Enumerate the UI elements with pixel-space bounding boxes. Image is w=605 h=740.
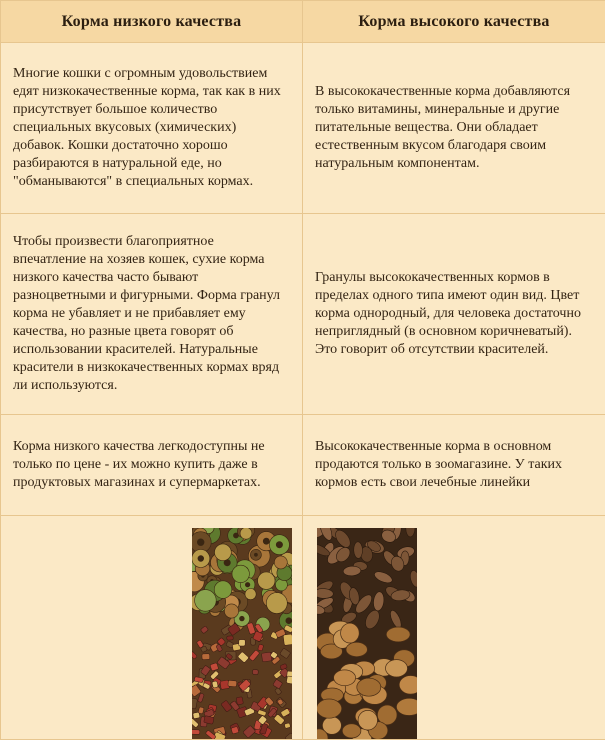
- kibble-piece: [334, 670, 356, 686]
- cell-high-image: [303, 516, 605, 740]
- kibble-piece: [227, 636, 234, 640]
- colorful-kibble-photo: [192, 528, 292, 739]
- kibble-piece: [283, 634, 292, 645]
- cell-high-availability: Высококачественные корма в основном продаются только в зоомагазине. У таких кормов есть свои лечебные линейки: [303, 415, 605, 516]
- kibble-piece: [239, 640, 246, 647]
- kibble-piece: [195, 590, 217, 612]
- header-high-quality: Корма высокого качества: [303, 1, 605, 43]
- kibble-piece: [253, 670, 259, 675]
- kibble-piece: [224, 604, 238, 618]
- image-row: [1, 516, 605, 740]
- kibble-piece: [240, 528, 252, 539]
- kibble-hole: [245, 582, 250, 587]
- cell-low-appearance: Чтобы произвести благоприятное впечатление на хозяев кошек, сухие корма низкого качества часто бывают разноцветными и фигурными. Форма гранул корма не убавляет и не прибавляет ему качества, но разные цвета говорят об использовании красителей. Натуральные красители в низкокачественных кормах вряд ли используются.: [1, 214, 303, 415]
- kibble-piece: [341, 623, 360, 643]
- colorful-kibble-image: [192, 528, 292, 739]
- kibble-piece: [261, 652, 272, 662]
- brown-kibble-photo: [317, 528, 417, 739]
- kibble-piece: [236, 697, 243, 705]
- kibble-hole: [198, 555, 204, 561]
- kibble-piece: [342, 724, 361, 738]
- kibble-piece: [215, 544, 232, 561]
- kibble-hole: [263, 538, 270, 545]
- kibble-piece: [317, 699, 342, 718]
- header-low-quality: Корма низкого качества: [1, 1, 303, 43]
- kibble-piece: [358, 710, 377, 730]
- kibble-piece: [212, 681, 218, 688]
- kibble-hole: [286, 617, 293, 624]
- table-row: [1, 43, 605, 214]
- kibble-piece: [258, 572, 275, 589]
- kibble-hole: [197, 539, 204, 546]
- kibble-piece: [396, 698, 417, 715]
- cell-low-availability: Корма низкого качества легкодоступны не только по цене - их можно купить даже в продуктовых магазинах и супермаркетах.: [1, 415, 303, 516]
- kibble-hole: [254, 553, 258, 557]
- kibble-piece: [245, 589, 256, 600]
- kibble-piece: [202, 654, 210, 660]
- kibble-piece: [214, 581, 232, 599]
- kibble-piece: [286, 676, 292, 684]
- kibble-hole: [276, 541, 283, 548]
- kibble-hole: [239, 616, 244, 621]
- table-row: [1, 214, 605, 415]
- kibble-piece: [232, 565, 249, 582]
- cell-high-taste: В высококачественные корма добавляются только витамины, минеральные и другие питательные вещества. Они обладает естественным вкусом благодаря своим натуральным компонентам.: [303, 43, 605, 214]
- kibble-piece: [266, 593, 287, 614]
- table-row: [1, 415, 605, 516]
- header-row: [1, 1, 605, 43]
- kibble-piece: [386, 660, 408, 677]
- kibble-piece: [192, 730, 200, 735]
- kibble-piece: [353, 542, 362, 559]
- cell-high-appearance: Гранулы высококачественных кормов в пределах одного типа имеют один вид. Цвет корма однородный, для человека достаточно неприглядный (в основном коричневатый). Это говорит об отсутствии красителей.: [303, 214, 605, 415]
- cell-low-image: [1, 516, 303, 740]
- cell-low-taste: Многие кошки с огромным удовольствием едят низкокачественные корма, так как в них присутствует большое количество специальных вкусовых (химических) добавок. Кошки достаточно хорошо разбираются в натуральной еде, но "обманываются" в специальных кормах.: [1, 43, 303, 214]
- kibble-piece: [386, 627, 410, 642]
- kibble-piece: [274, 556, 287, 569]
- brown-kibble-image: [317, 528, 417, 739]
- kibble-piece: [346, 642, 367, 656]
- kibble-piece: [357, 678, 381, 696]
- kibble-piece: [228, 680, 237, 687]
